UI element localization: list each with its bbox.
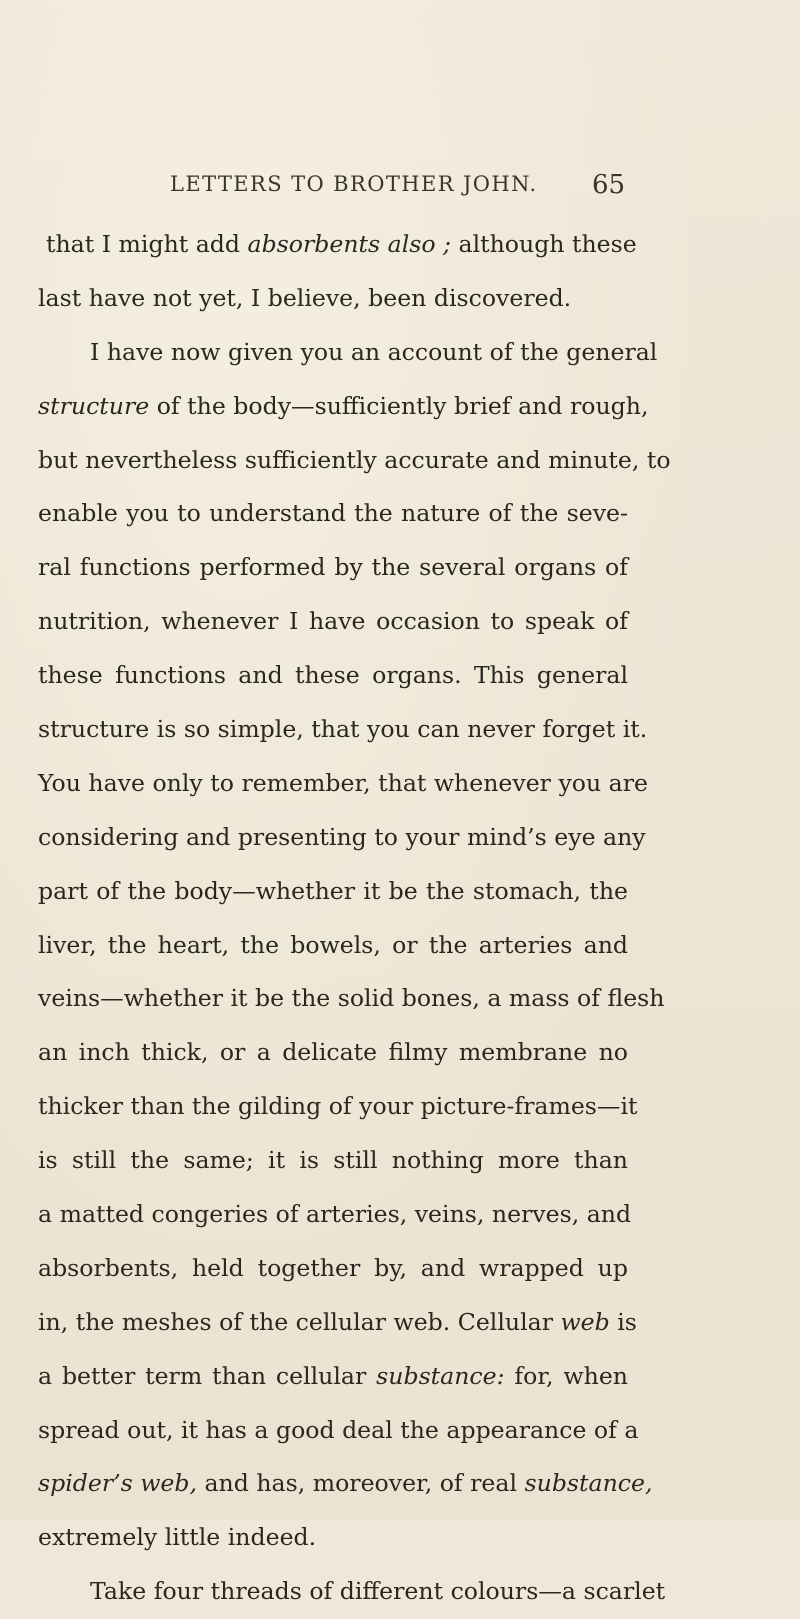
text-line <box>38 218 637 272</box>
text-segment: a matted congeries of arteries, veins, nerves, and <box>38 1200 632 1229</box>
text-line <box>38 919 628 973</box>
text-line <box>38 541 628 595</box>
text-segment: nutrition, whenever I have occasion to speak of <box>38 607 628 636</box>
body-text <box>38 218 671 1619</box>
text-segment: considering and presenting to your mind’s eye any <box>38 822 646 851</box>
text-line <box>38 1457 653 1511</box>
italic-text: substance, <box>524 1469 653 1498</box>
text-segment: I have now given you an account of the general <box>90 337 658 366</box>
text-segment: thicker than the gilding of your picture-frames—it <box>38 1092 638 1121</box>
text-segment: last have not yet, I believe, been discovered. <box>38 283 572 312</box>
text-line <box>38 811 646 865</box>
text-segment: of the body—sufficiently brief and rough, <box>149 391 649 420</box>
text-line <box>38 595 628 649</box>
text-line <box>38 487 628 541</box>
text-segment: these functions and these organs. This general <box>38 661 628 690</box>
text-segment: an inch thick, or a delicate filmy membrane no <box>38 1038 628 1067</box>
text-line <box>38 326 658 380</box>
text-line <box>38 972 665 1026</box>
text-segment: extremely little indeed. <box>38 1523 317 1552</box>
text-segment: is <box>609 1307 637 1336</box>
text-line <box>38 1350 628 1404</box>
page-header <box>0 164 800 204</box>
text-line <box>38 1080 638 1134</box>
text-segment: Take four threads of different colours—a scarlet <box>90 1577 666 1606</box>
text-segment: ral functions performed by the several organs of <box>38 553 628 582</box>
italic-text: spider’s web, <box>38 1469 197 1498</box>
text-line <box>38 865 628 919</box>
text-line <box>38 703 648 757</box>
text-line <box>38 434 671 488</box>
page-number: 65 <box>592 170 626 200</box>
text-segment: enable you to understand the nature of the seve- <box>38 499 628 528</box>
text-line <box>38 1404 639 1458</box>
text-segment: absorbents, held together by, and wrapped up <box>38 1253 628 1282</box>
text-segment: but nevertheless sufficiently accurate and minute, to <box>38 445 671 474</box>
text-segment: liver, the heart, the bowels, or the arteries and <box>38 930 628 959</box>
text-line <box>38 649 628 703</box>
text-segment: a better term than cellular <box>38 1361 377 1390</box>
text-segment: in, the meshes of the cellular web. Cellular <box>38 1307 561 1336</box>
text-segment: that I might add <box>46 230 248 258</box>
italic-text: absorbents also ; <box>247 230 452 258</box>
text-segment: for, when <box>504 1361 628 1390</box>
text-line <box>38 1296 637 1350</box>
text-segment: structure is so simple, that you can never forget it. <box>38 715 648 744</box>
text-segment: veins—whether it be the solid bones, a mass of flesh <box>38 984 665 1013</box>
text-line <box>38 1026 628 1080</box>
text-segment: spread out, it has a good deal the appearance of a <box>38 1415 639 1444</box>
text-line <box>38 1134 628 1188</box>
italic-text: structure <box>38 391 150 420</box>
text-line <box>38 380 649 434</box>
text-line <box>38 1511 628 1565</box>
text-line <box>38 757 648 811</box>
text-segment: is still the same; it is still nothing more than <box>38 1146 628 1175</box>
running-head: LETTERS TO BROTHER JOHN. <box>170 172 538 196</box>
italic-text: substance: <box>376 1361 505 1390</box>
text-segment: You have only to remember, that whenever you are <box>38 768 648 797</box>
text-line <box>38 272 628 326</box>
text-line <box>38 1188 632 1242</box>
text-line <box>38 1565 666 1619</box>
text-line <box>38 1242 628 1296</box>
text-segment: and has, moreover, of real <box>196 1469 525 1498</box>
text-segment: part of the body—whether it be the stomach, the <box>38 876 628 905</box>
text-segment: although these <box>451 230 637 258</box>
italic-text: web <box>560 1307 610 1336</box>
